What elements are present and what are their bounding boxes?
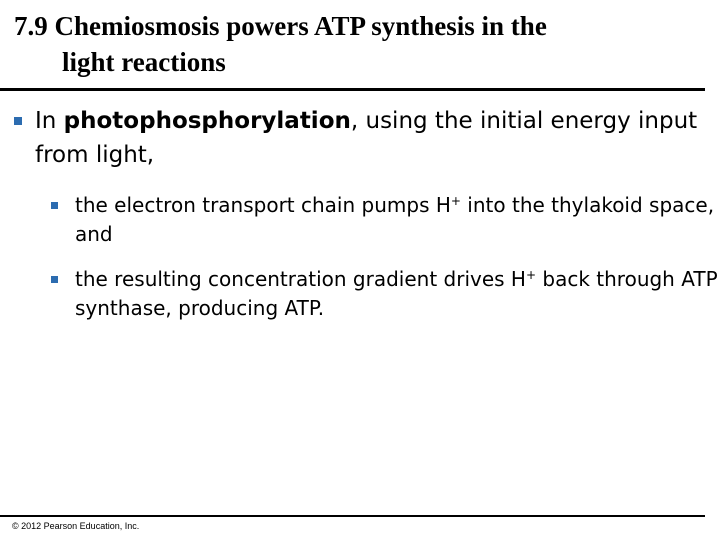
sub-bullet-1-text-before: the electron transport chain pumps H xyxy=(75,193,451,217)
square-bullet-icon xyxy=(51,276,58,283)
copyright-notice: © 2012 Pearson Education, Inc. xyxy=(12,521,140,531)
square-bullet-icon xyxy=(51,202,58,209)
sub-bullet-1-text-after: into the thylakoid space, and xyxy=(75,193,715,246)
slide-title-line-1: 7.9 Chemiosmosis powers ATP synthesis in the xyxy=(14,11,547,41)
title-divider xyxy=(0,88,705,91)
slide-title xyxy=(14,8,704,80)
main-bullet xyxy=(14,104,715,172)
sub-bullet-2-text-before: the resulting concentration gradient drives H xyxy=(75,267,526,291)
sub-bullet-1 xyxy=(51,191,720,249)
main-bullet-suffix: , using the initial energy input from light, xyxy=(35,108,698,168)
sub-bullet-2 xyxy=(51,265,720,323)
sub-bullet-2-text-after: back through ATP synthase, producing ATP. xyxy=(75,267,718,320)
sub-bullet-1-superscript: + xyxy=(450,194,461,208)
sub-bullet-2-superscript: + xyxy=(525,268,537,282)
main-bullet-prefix: In xyxy=(35,108,64,134)
slide-title-line-2: light reactions xyxy=(62,47,226,77)
main-bullet-term: photophosphorylation xyxy=(63,108,351,134)
footer-divider xyxy=(0,515,705,517)
square-bullet-icon xyxy=(14,117,22,125)
